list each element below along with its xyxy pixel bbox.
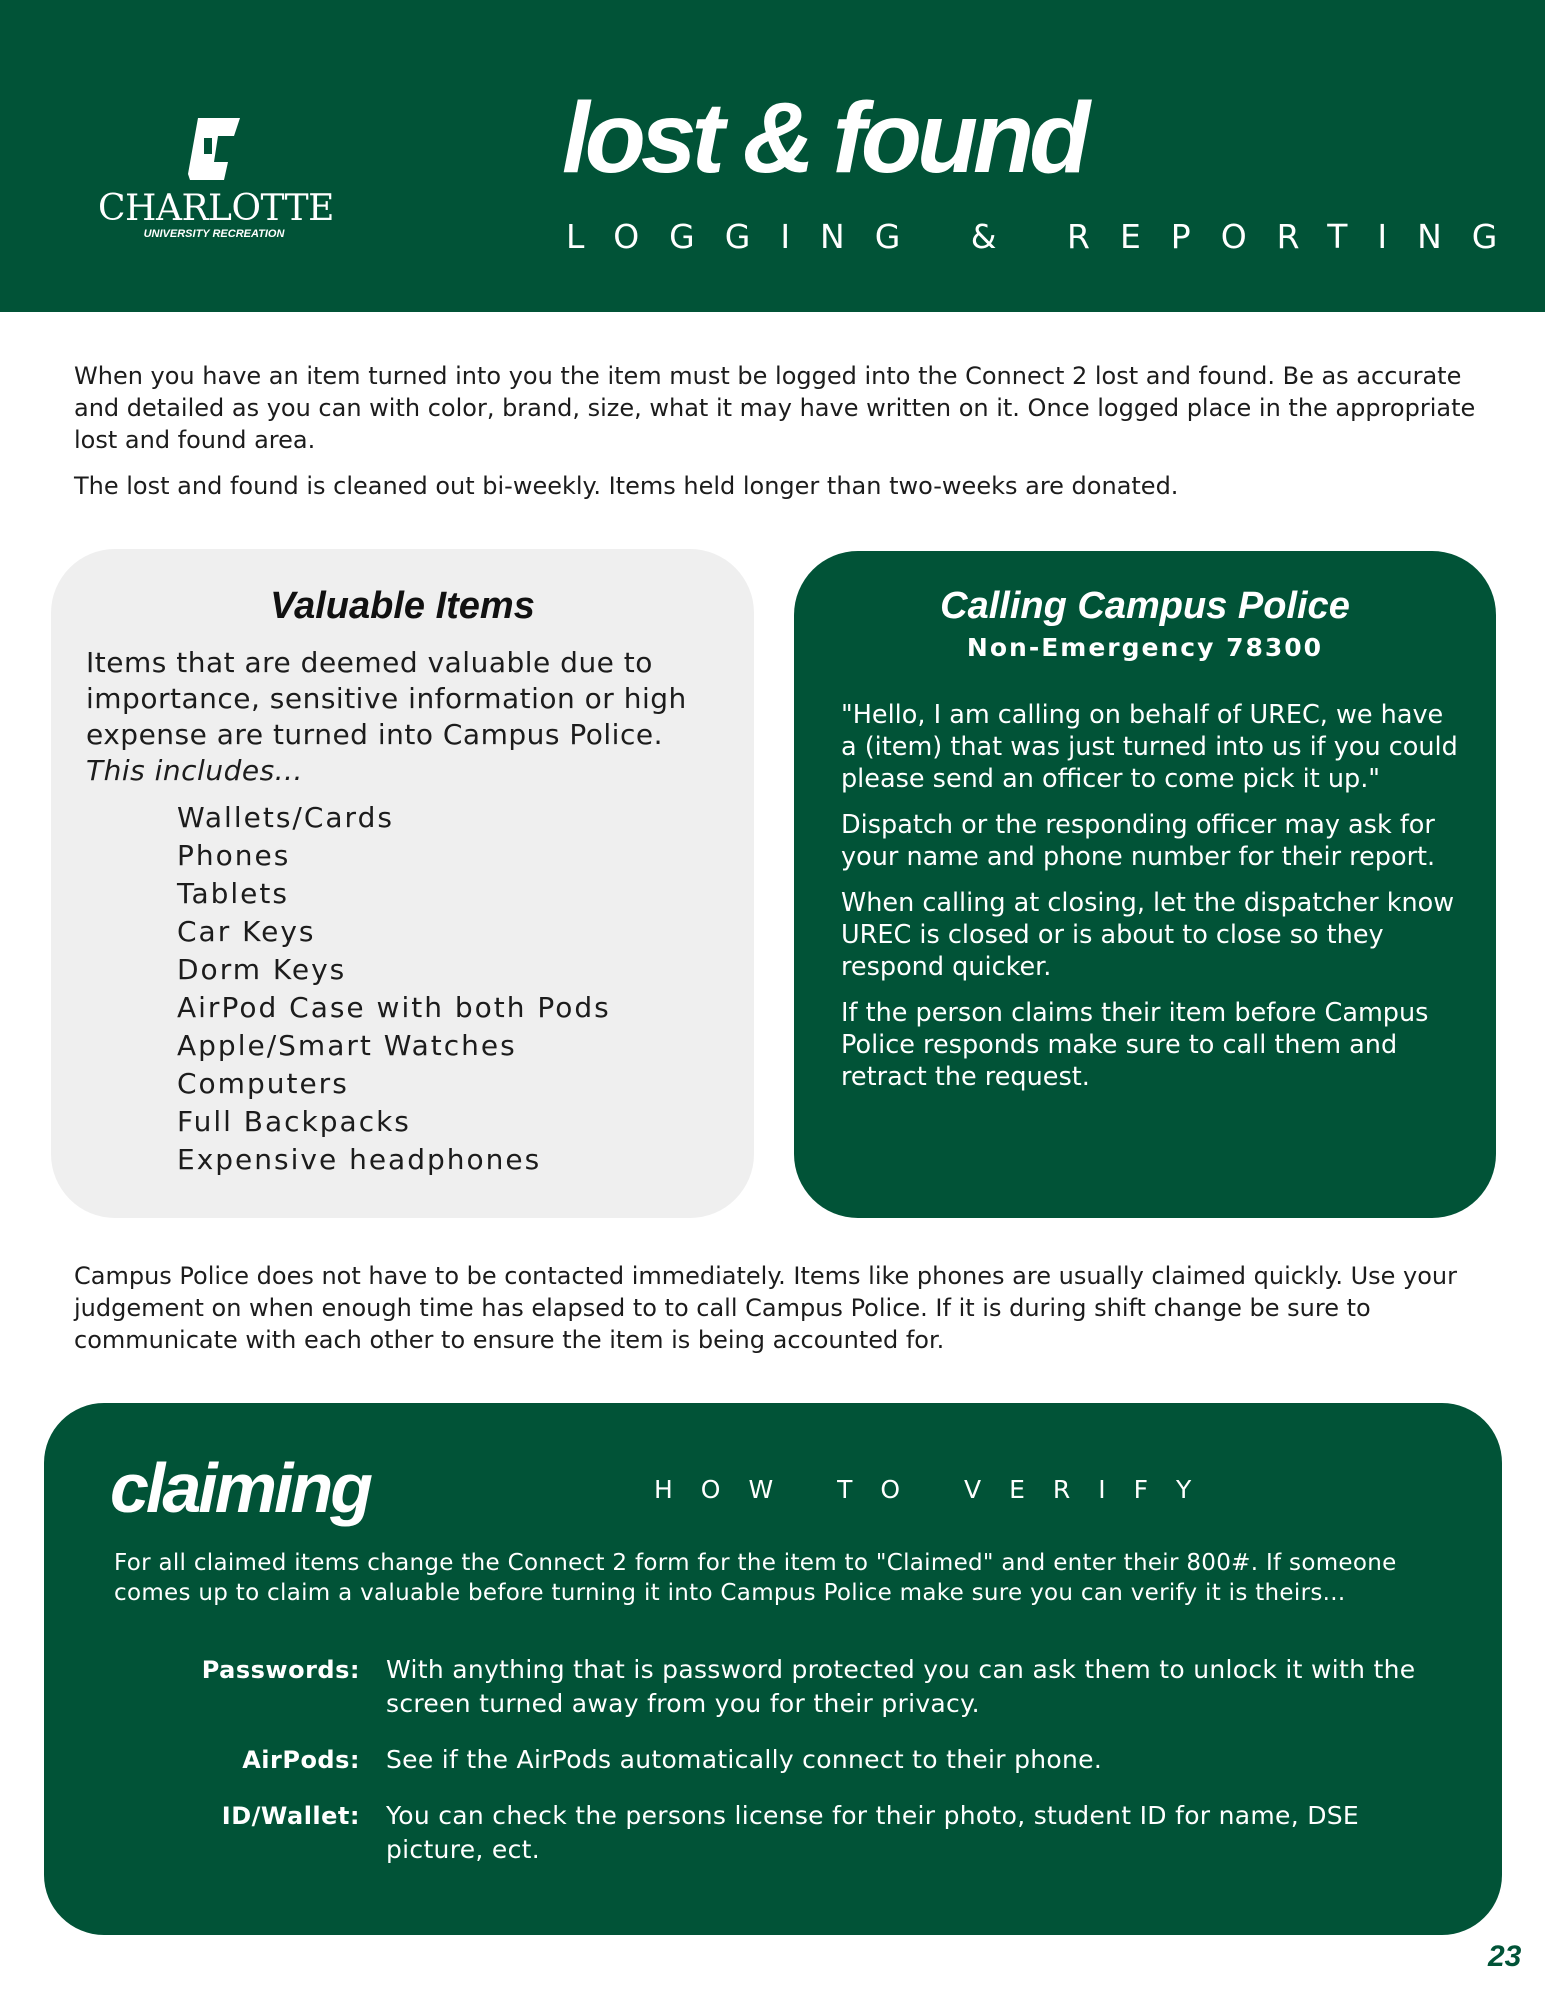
- verify-text: With anything that is password protected you can ask them to unlock it with the screen turned away from you for their privacy.: [386, 1655, 1416, 1718]
- logo-subtitle: UNIVERSITY RECREATION: [143, 228, 285, 240]
- list-item: Phones: [177, 839, 291, 872]
- claiming-title: claiming: [110, 1449, 370, 1527]
- list-item: Apple/Smart Watches: [177, 1029, 517, 1062]
- charlotte-c-icon: [188, 118, 240, 184]
- intro-paragraph: The lost and found is cleaned out bi-weekly. Items held longer than two-weeks are donated.: [74, 472, 1179, 500]
- list-item: Dorm Keys: [177, 953, 347, 986]
- timing-note-section: [74, 1260, 1494, 1356]
- list-item: Computers: [177, 1067, 349, 1100]
- claiming-panel: [44, 1403, 1502, 1935]
- list-item: Expensive headphones: [177, 1143, 542, 1176]
- header-banner: [0, 0, 1545, 312]
- police-paragraph: "Hello, I am calling on behalf of UREC, we have a (item) that was just turned into us if you could please send an officer to come pick it up.": [841, 700, 1458, 794]
- intro-section: [74, 360, 1484, 516]
- campus-police-card: [794, 551, 1496, 1218]
- valuable-items-intro: [86, 645, 726, 789]
- claiming-subtitle: HOW TO VERIFY: [654, 1475, 1220, 1504]
- list-item: Wallets/Cards: [177, 801, 394, 834]
- verify-text: You can check the persons license for their photo, student ID for name, DSE picture, ect.: [386, 1801, 1360, 1864]
- campus-police-body: [841, 699, 1461, 1107]
- police-paragraph: Dispatch or the responding officer may ask for your name and phone number for their report.: [841, 810, 1436, 872]
- page-subtitle: LOGGING & REPORTING: [566, 217, 1528, 256]
- intro-paragraph: When you have an item turned into you the item must be logged into the Connect 2 lost and found. Be as accurate and detailed as you can with color, brand, size, what it may have written on it. Once logged place in the appropriate lost and found area.: [74, 362, 1476, 454]
- page-title: lost & found: [562, 82, 1086, 194]
- police-paragraph: When calling at closing, let the dispatcher know UREC is closed or is about to close so they respond quicker.: [841, 888, 1455, 982]
- page-number: 23: [1488, 1940, 1522, 1973]
- list-item: Car Keys: [177, 915, 316, 948]
- charlotte-logo: [98, 118, 334, 248]
- valuable-items-list: [177, 799, 611, 1179]
- claiming-intro: For all claimed items change the Connect 2 form for the item to "Claimed" and enter their 800#. If someone comes up to claim a valuable before turning it into Campus Police make sure you can verify it is theirs...: [114, 1550, 1397, 1606]
- verify-text: See if the AirPods automatically connect to their phone.: [386, 1745, 1103, 1774]
- verify-label: ID/Wallet:: [221, 1802, 360, 1830]
- list-item: Tablets: [177, 877, 289, 910]
- valuable-items-card: [51, 549, 754, 1218]
- valuable-items-includes: This includes...: [86, 754, 303, 787]
- valuable-items-description: Items that are deemed valuable due to importance, sensitive information or high expense are turned into Campus Police.: [86, 646, 687, 751]
- verify-label: Passwords:: [201, 1656, 360, 1684]
- police-paragraph: If the person claims their item before Campus Police responds make sure to call them and retract the request.: [841, 998, 1429, 1092]
- verify-label: AirPods:: [242, 1746, 360, 1774]
- valuable-items-title: Valuable Items: [270, 585, 535, 627]
- list-item: AirPod Case with both Pods: [177, 991, 611, 1024]
- logo-name: CHARLOTTE: [98, 188, 334, 229]
- non-emergency-number: Non-Emergency 78300: [966, 633, 1324, 662]
- timing-note-paragraph: Campus Police does not have to be contacted immediately. Items like phones are usually claimed quickly. Use your judgement on when enough time has elapsed to to call Campus Police. If it is during shift change be sure to communicate with each other to ensure the item is being accounted for.: [74, 1262, 1457, 1354]
- list-item: Full Backpacks: [177, 1105, 411, 1138]
- campus-police-title: Calling Campus Police: [940, 585, 1350, 627]
